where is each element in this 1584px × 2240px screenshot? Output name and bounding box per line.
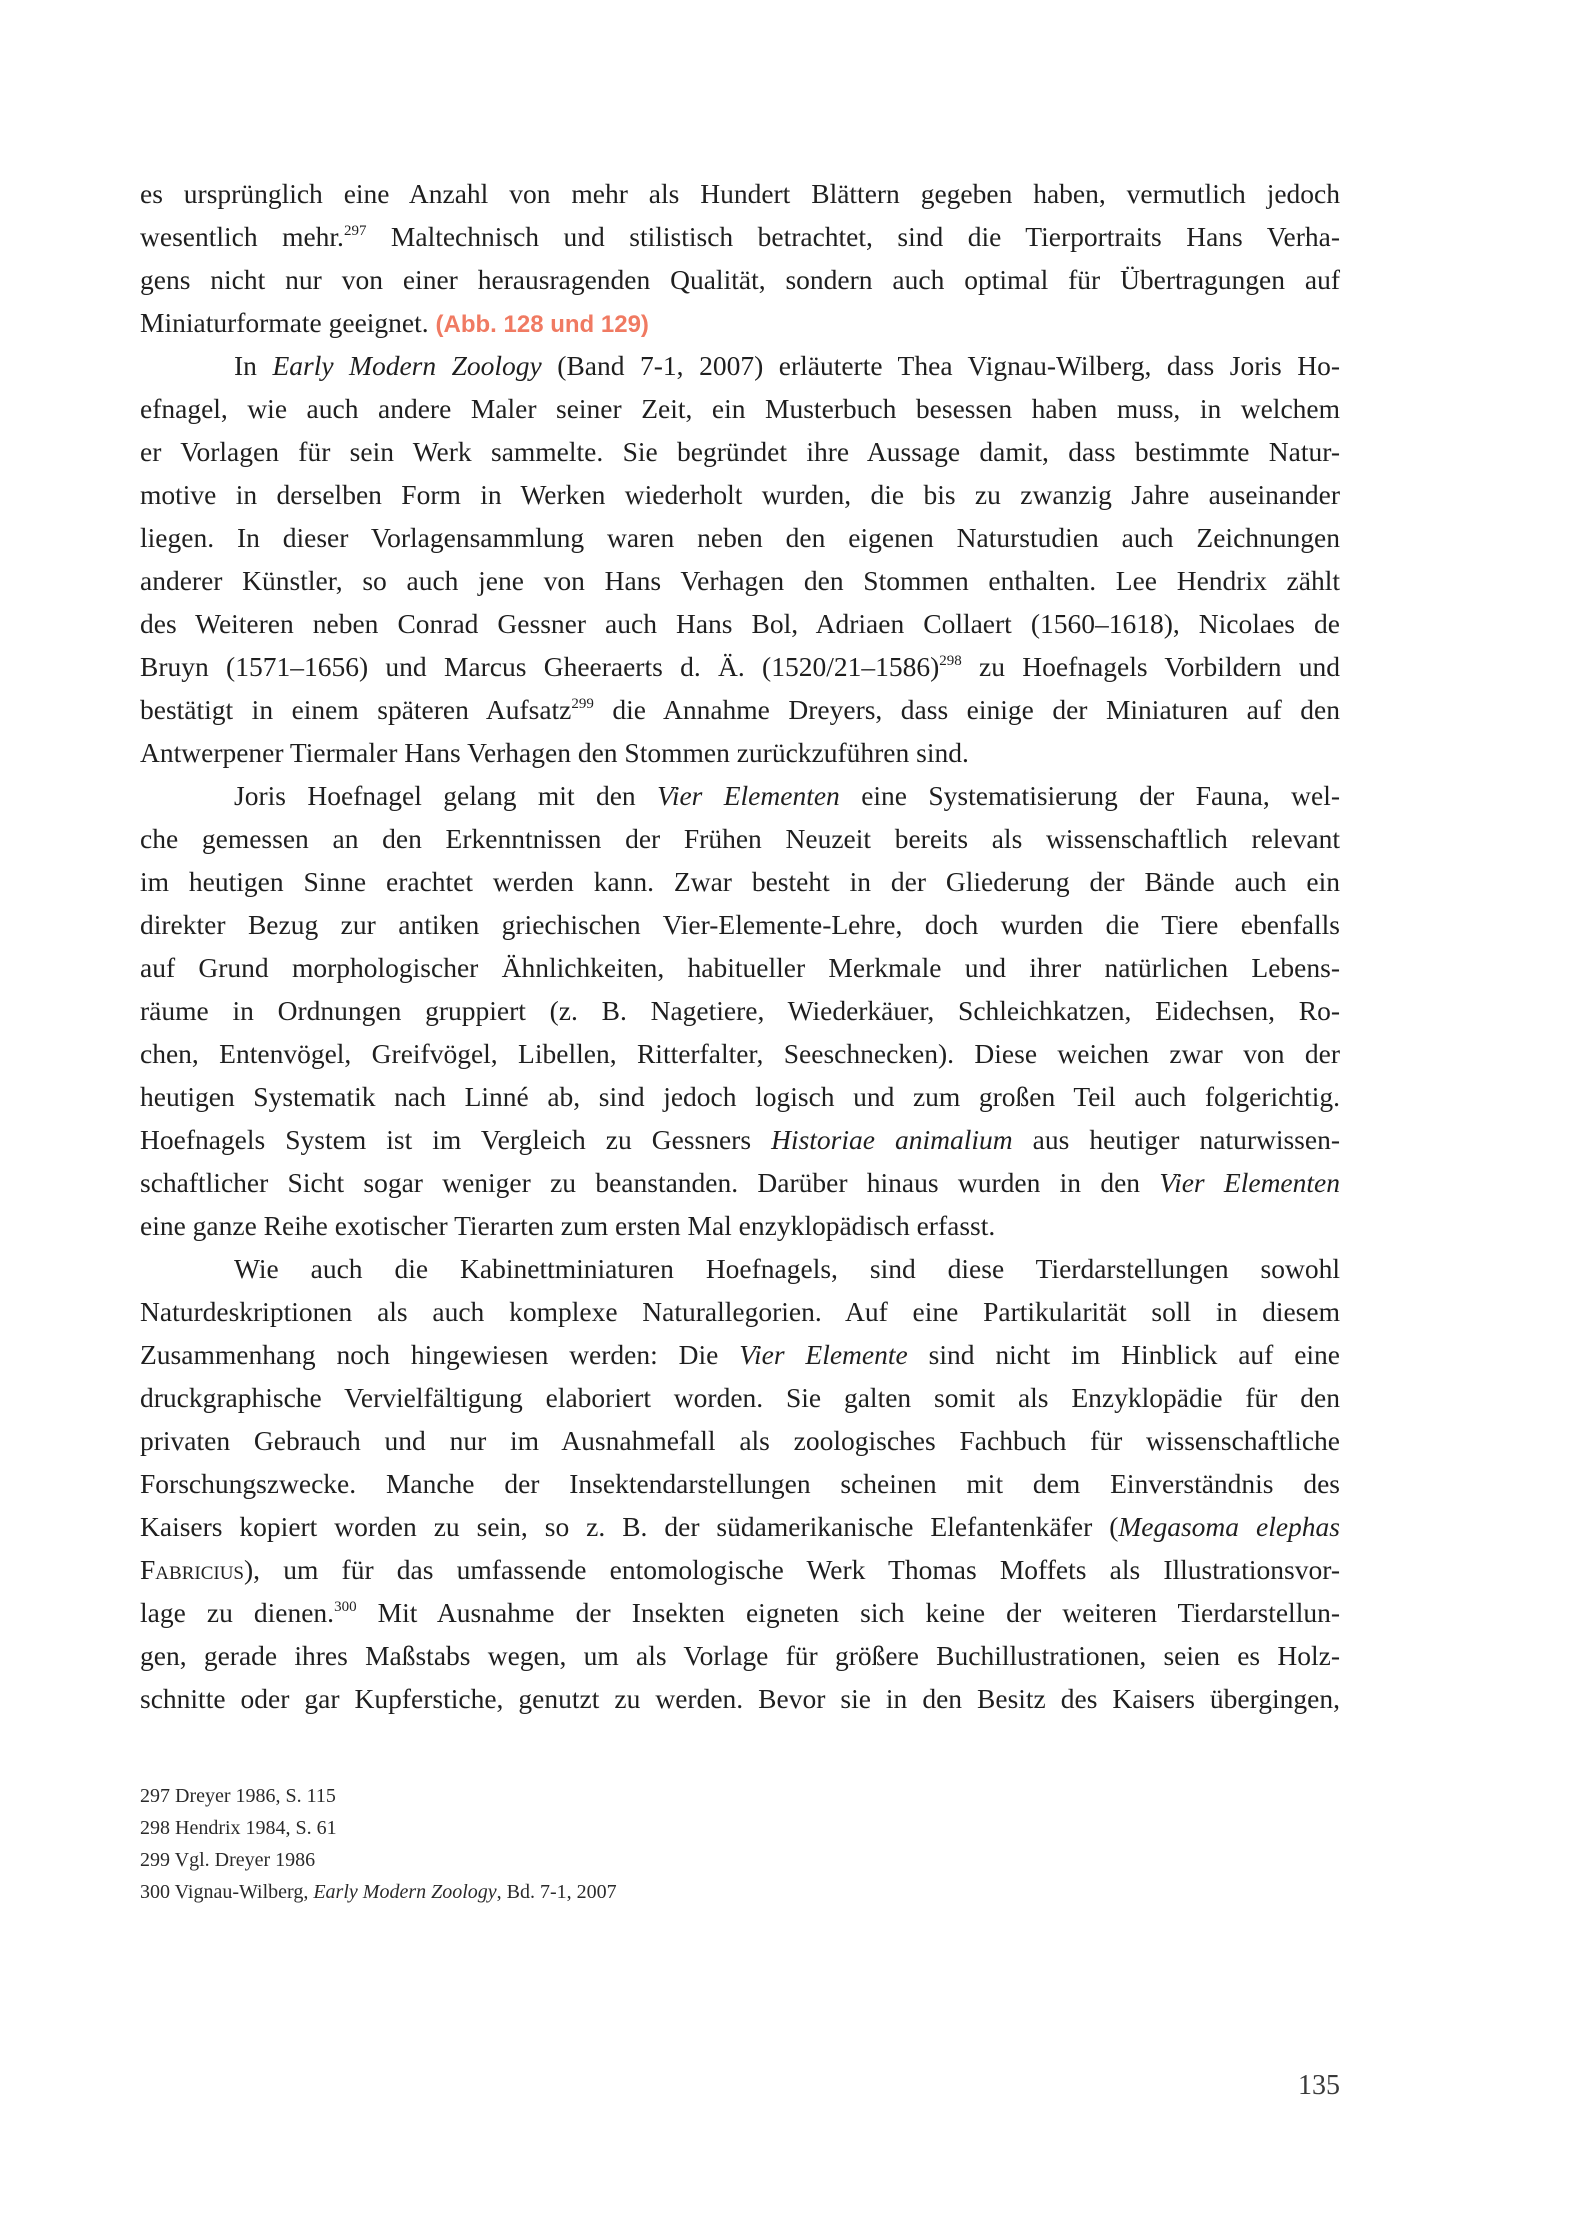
italic-title: Historiae animalium (771, 1124, 1013, 1155)
footnote-italic-title: Early Modern Zoology (313, 1881, 497, 1903)
text-run: liegen. In dieser Vorlagensammlung waren neben den eigenen Naturstudien auch Zeichnungen (140, 522, 1340, 553)
footnote-marker[interactable]: 298 (939, 653, 962, 669)
text-run: im heutigen Sinne erachtet werden kann. Zwar besteht in der Gliederung der Bände auch ein (140, 866, 1340, 897)
text-run: Naturdeskriptionen als auch komplexe Naturallegorien. Auf eine Partikularität soll in diesem (140, 1296, 1340, 1327)
text-line (140, 215, 1340, 258)
text-line (234, 344, 1340, 387)
text-run: Zusammenhang noch hingewiesen werden: Die (140, 1339, 740, 1370)
text-line (140, 1204, 1340, 1247)
text-run: wesentlich mehr. (140, 221, 344, 252)
text-run: schnitte oder gar Kupferstiche, genutzt zu werden. Bevor sie in den Besitz des Kaisers übergingen, (140, 1683, 1340, 1714)
text-run: Joris Hoefnagel gelang mit den (234, 780, 658, 811)
author-small-caps: Fabricius (140, 1554, 244, 1585)
footnote (140, 1813, 337, 1844)
text-run: räume in Ordnungen gruppiert (z. B. Nagetiere, Wiederkäuer, Schleichkatzen, Eidechsen, Ro- (140, 995, 1340, 1026)
text-line (140, 645, 1340, 688)
text-line (140, 1591, 1340, 1634)
text-run: chen, Entenvögel, Greifvögel, Libellen, Ritterfalter, Seeschnecken). Diese weichen zwar von der (140, 1038, 1340, 1069)
text-line (140, 387, 1340, 430)
text-run: efnagel, wie auch andere Maler seiner Zeit, ein Musterbuch besessen haben muss, in welchem (140, 393, 1340, 424)
text-line (140, 1075, 1340, 1118)
italic-title: Vier Elementen (657, 780, 840, 811)
text-run: Maltechnisch und stilistisch betrachtet, sind die Tierportraits Hans Verha- (366, 221, 1340, 252)
text-line (140, 1290, 1340, 1333)
text-line (140, 559, 1340, 602)
text-line (140, 1161, 1340, 1204)
text-run: (Band 7-1, 2007) erläuterte Thea Vignau-Wilberg, dass Joris Ho- (541, 350, 1341, 381)
text-line (140, 817, 1340, 860)
text-line (140, 1419, 1340, 1462)
text-run: Forschungszwecke. Manche der Insektendarstellungen scheinen mit dem Einverständnis des (140, 1468, 1340, 1499)
text-line (140, 301, 1340, 344)
text-run: motive in derselben Form in Werken wiederholt wurden, die bis zu zwanzig Jahre auseinander (140, 479, 1340, 510)
text-run: zu Hoefnagels Vorbildern und (961, 651, 1340, 682)
text-run: Antwerpener Tiermaler Hans Verhagen den Stommen zurückzuführen sind. (140, 737, 969, 768)
text-run: Bruyn (1571–1656) und Marcus Gheeraerts d. Ä. (1520/21–1586) (140, 651, 940, 682)
text-run: Hoefnagels System ist im Vergleich zu Gessners (140, 1124, 772, 1155)
italic-title: Early Modern Zoology (272, 350, 542, 381)
text-run: In (234, 350, 273, 381)
footnote-text: 298 Hendrix 1984, S. 61 (140, 1817, 337, 1839)
text-run: eine Systematisierung der Fauna, wel- (839, 780, 1340, 811)
footnote-text: , Bd. 7-1, 2007 (496, 1881, 617, 1903)
footnote-marker[interactable]: 300 (334, 1599, 357, 1615)
text-run: Kaisers kopiert worden zu sein, so z. B. der südamerikanische Elefantenkäfer ( (140, 1511, 1119, 1542)
footnote (140, 1781, 336, 1812)
page-number: 135 (1298, 2070, 1340, 2101)
text-line (140, 1548, 1340, 1591)
text-run: schaftlicher Sicht sogar weniger zu beanstanden. Darüber hinaus wurden in den (140, 1167, 1160, 1198)
text-line (140, 1462, 1340, 1505)
text-line (140, 1505, 1340, 1548)
text-line (140, 516, 1340, 559)
text-run: anderer Künstler, so auch jene von Hans Verhagen den Stommen enthalten. Lee Hendrix zählt (140, 565, 1340, 596)
text-run: privaten Gebrauch und nur im Ausnahmefall als zoologisches Fachbuch für wissenschaftliche (140, 1425, 1340, 1456)
text-run: es ursprünglich eine Anzahl von mehr als Hundert Blättern gegeben haben, vermutlich jedoch (140, 178, 1340, 209)
text-run: che gemessen an den Erkenntnissen der Frühen Neuzeit bereits als wissenschaftlich relevant (140, 823, 1340, 854)
text-line (140, 1634, 1340, 1677)
text-line (140, 1032, 1340, 1075)
italic-title: Vier Elementen (1159, 1167, 1340, 1198)
text-line (140, 989, 1340, 1032)
text-line (140, 258, 1340, 301)
text-line (140, 473, 1340, 516)
text-line (140, 688, 1340, 731)
text-line (140, 1677, 1340, 1720)
text-run: lage zu dienen. (140, 1597, 335, 1628)
text-run: er Vorlagen für sein Werk sammelte. Sie begründet ihre Aussage damit, dass bestimmte Natur- (140, 436, 1340, 467)
figure-reference-link[interactable]: (Abb. 128 und 129) (435, 311, 649, 338)
italic-species-name: Megasoma elephas (1118, 1511, 1340, 1542)
text-line (140, 1333, 1340, 1376)
text-line (140, 172, 1340, 215)
footnote-text: 299 Vgl. Dreyer 1986 (140, 1849, 316, 1871)
footnote-text: 300 Vignau-Wilberg, (140, 1881, 314, 1903)
text-run: direkter Bezug zur antiken griechischen Vier-Elemente-Lehre, doch wurden die Tiere ebenfalls (140, 909, 1340, 940)
text-line (140, 430, 1340, 473)
italic-title: Vier Elemente (739, 1339, 908, 1370)
text-run: eine ganze Reihe exotischer Tierarten zum ersten Mal enzyklopädisch erfasst. (140, 1210, 996, 1241)
text-run: des Weiteren neben Conrad Gessner auch Hans Bol, Adriaen Collaert (1560–1618), Nicolaes de (140, 608, 1340, 639)
text-run: Wie auch die Kabinettminiaturen Hoefnagels, sind diese Tierdarstellungen sowohl (234, 1253, 1340, 1284)
text-line (234, 1247, 1340, 1290)
text-line (140, 1376, 1340, 1419)
text-line (140, 1118, 1340, 1161)
text-line (140, 731, 1340, 774)
text-line (234, 774, 1340, 817)
text-run: druckgraphische Vervielfältigung elaboriert worden. Sie galten somit als Enzyklopädie für den (140, 1382, 1340, 1413)
footnote (140, 1845, 315, 1876)
text-run: Miniaturformate geeignet. (140, 307, 436, 338)
text-run: Mit Ausnahme der Insekten eigneten sich keine der weiteren Tierdarstellun- (356, 1597, 1340, 1628)
text-run: sind nicht im Hinblick auf eine (907, 1339, 1341, 1370)
text-run: gens nicht nur von einer herausragenden Qualität, sondern auch optimal für Übertragungen auf (140, 264, 1340, 295)
text-run: auf Grund morphologischer Ähnlichkeiten, habitueller Merkmale und ihrer natürlichen Lebens- (140, 952, 1340, 983)
text-line (140, 602, 1340, 645)
text-run: bestätigt in einem späteren Aufsatz (140, 694, 572, 725)
text-run: aus heutiger naturwissen- (1012, 1124, 1340, 1155)
text-line (140, 860, 1340, 903)
text-line (140, 946, 1340, 989)
footnote-marker[interactable]: 299 (571, 696, 594, 712)
text-run: heutigen Systematik nach Linné ab, sind jedoch logisch und zum großen Teil auch folgerichtig. (140, 1081, 1340, 1112)
footnote (140, 1877, 617, 1908)
text-line (140, 903, 1340, 946)
text-run: ), um für das umfassende entomologische Werk Thomas Moffets als Illustrationsvor- (243, 1554, 1340, 1585)
text-run: gen, gerade ihres Maßstabs wegen, um als Vorlage für größere Buchillustrationen, seien es Holz- (140, 1640, 1340, 1671)
footnote-text: 297 Dreyer 1986, S. 115 (140, 1785, 336, 1807)
footnote-marker[interactable]: 297 (343, 223, 367, 239)
text-run: die Annahme Dreyers, dass einige der Miniaturen auf den (593, 694, 1340, 725)
